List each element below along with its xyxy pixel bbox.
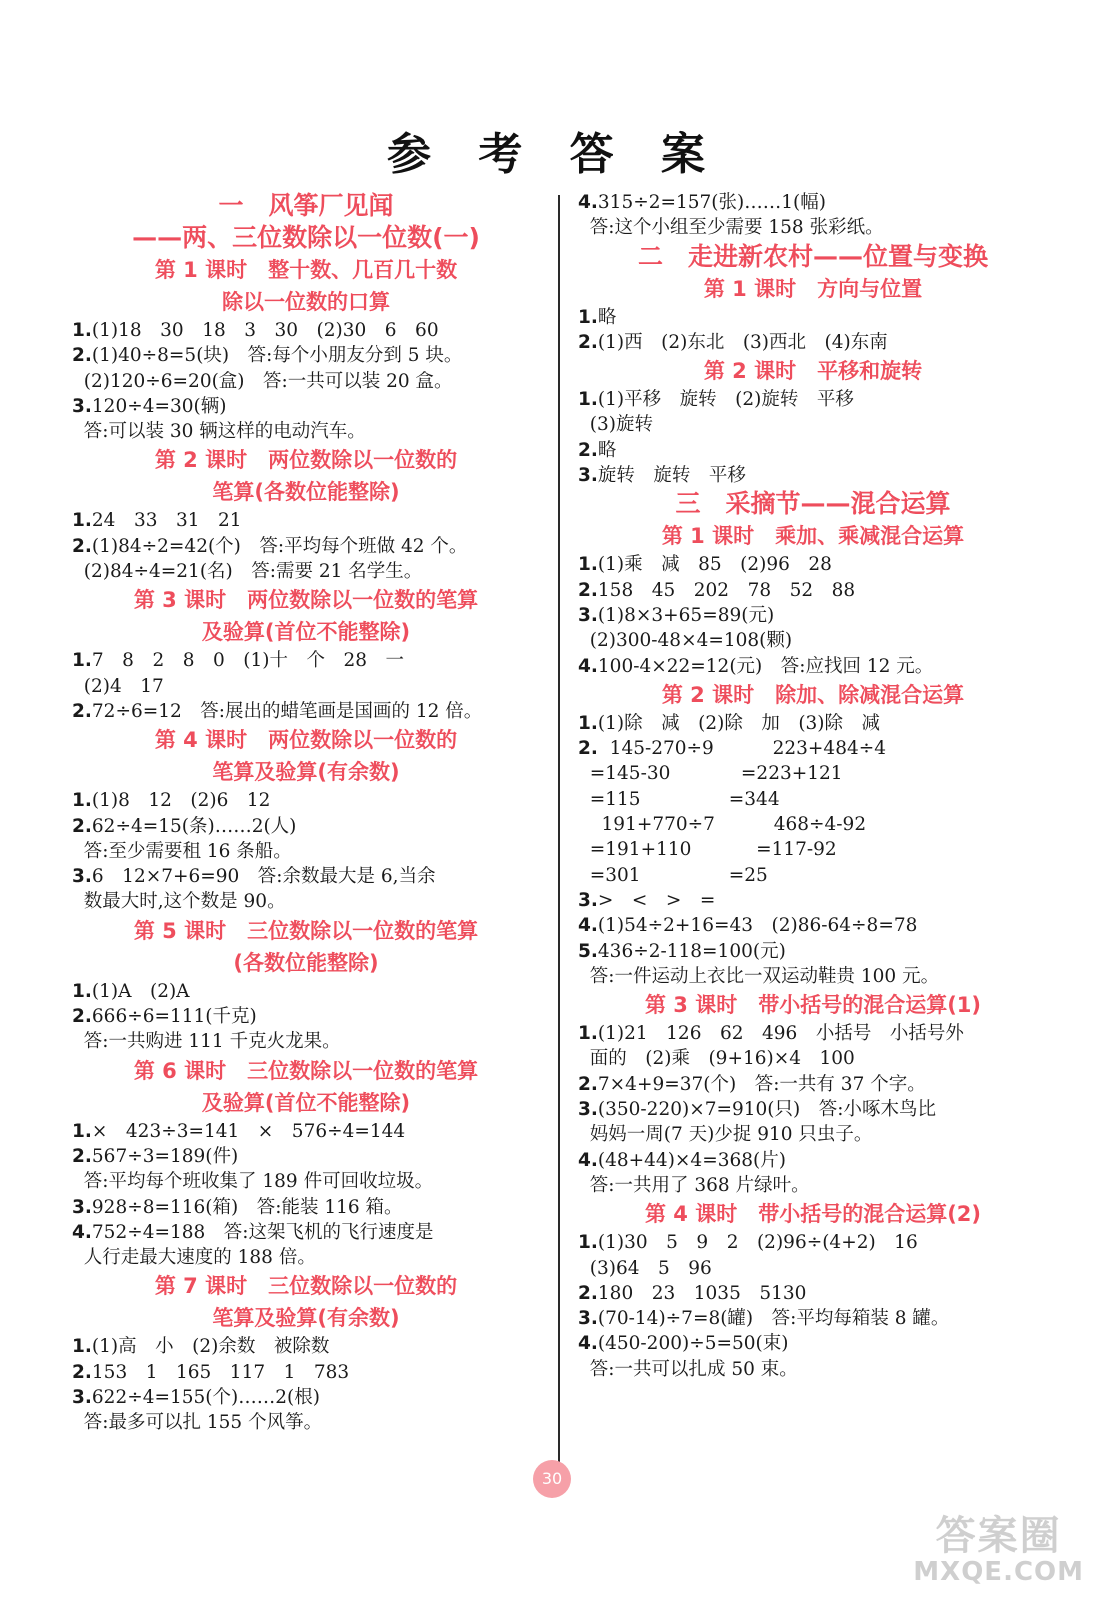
answer-text: (1)40÷8=5(块) 答:每个小朋友分到 5 块。: [91, 345, 463, 367]
answer-text: (1)除 减 (2)除 加 (3)除 减: [597, 712, 881, 734]
answer-text: =301 =25: [578, 864, 768, 886]
lesson-heading: 第 4 课时 两位数除以一位数的: [154, 728, 458, 753]
question-number: 4.: [72, 1221, 92, 1243]
answer-text: 928÷8=116(箱) 答:能装 116 箱。: [91, 1196, 403, 1218]
question-number: 2.: [72, 1145, 92, 1167]
answer-text: (1)高 小 (2)余数 被除数: [91, 1336, 330, 1358]
answer-text: =115 =344: [578, 788, 780, 810]
question-number: 3.: [72, 1387, 92, 1409]
answer-text: (1)西 (2)东北 (3)西北 (4)东南: [597, 331, 888, 353]
answer-line: [72, 1334, 540, 1359]
answer-text: (350-220)×7=910(只) 答:小啄木鸟比: [597, 1099, 936, 1121]
answer-text: (2)120÷6=20(盒) 答:一共可以装 20 盒。: [72, 370, 453, 392]
answer-text: 答:一共可以扎成 50 束。: [578, 1358, 798, 1380]
answer-line: [578, 412, 1048, 437]
answer-text: =191+110 =117-92: [578, 839, 837, 861]
lesson-heading: 第 7 课时 三位数除以一位数的: [154, 1274, 458, 1299]
answer-line: [578, 552, 1048, 577]
answer-line: [578, 939, 1048, 964]
question-number: 3.: [578, 1099, 598, 1121]
question-number: 1.: [72, 1120, 92, 1142]
answer-line: [578, 837, 1048, 862]
answer-line: [578, 1357, 1048, 1382]
watermark-logo: 答案圈: [935, 1513, 1062, 1559]
question-number: 4.: [578, 915, 598, 937]
answer-text: (1)84÷2=42(个) 答:平均每个班做 42 个。: [91, 535, 468, 557]
question-number: 3.: [578, 465, 598, 487]
question-number: 1.: [72, 650, 92, 672]
question-number: 1.: [72, 510, 92, 532]
lesson-heading: 第 1 课时 方向与位置: [703, 276, 923, 301]
answer-text: 62÷4=15(条)……2(人): [91, 815, 297, 837]
answer-line: [72, 508, 540, 533]
lesson-heading: 第 1 课时 乘加、乘减混合运算: [661, 524, 965, 549]
answer-text: 120÷4=30(辆): [91, 395, 227, 417]
answer-text: (1)21 126 62 496 小括号 小括号外: [597, 1023, 964, 1045]
answer-line: [72, 1169, 540, 1194]
answer-text: (2)4 17: [72, 675, 164, 697]
answer-line: [578, 628, 1048, 653]
section-heading: 三 采摘节——混合运算: [675, 489, 951, 519]
answer-text: 答:至少需要租 16 条船。: [72, 840, 292, 862]
answer-line: [578, 463, 1048, 488]
answer-line: [72, 788, 540, 813]
lesson-subheading: 笔算及验算(有余数): [212, 760, 400, 785]
question-number: 2.: [72, 345, 92, 367]
answer-text: 答:一共用了 368 片绿叶。: [578, 1174, 810, 1196]
answer-text: (3)旋转: [578, 414, 653, 436]
answer-line: [578, 913, 1048, 938]
lesson-heading: 第 4 课时 带小括号的混合运算(2): [644, 1202, 982, 1227]
question-number: 2.: [72, 815, 92, 837]
page-title: 参 考 答 案: [387, 129, 721, 180]
answer-text: (70-14)÷7=8(罐) 答:平均每箱装 8 罐。: [597, 1308, 950, 1330]
lesson-subheading: 笔算及验算(有余数): [212, 1306, 400, 1331]
answer-line: [578, 888, 1048, 913]
answer-text: 145-270÷9 223+484÷4: [597, 738, 887, 760]
answer-text: 人行走最大速度的 188 倍。: [72, 1247, 316, 1269]
question-number: 1.: [578, 389, 598, 411]
answer-line: [72, 814, 540, 839]
answer-line: [578, 736, 1048, 761]
answer-text: (48+44)×4=368(片): [597, 1149, 786, 1171]
question-number: 3.: [72, 1196, 92, 1218]
question-number: 1.: [72, 320, 92, 341]
answer-line: [72, 1195, 540, 1220]
lesson-heading: 第 3 课时 两位数除以一位数的笔算: [133, 588, 479, 613]
answer-line: [72, 674, 540, 699]
lesson-subheading: 除以一位数的口算: [222, 290, 390, 314]
answer-line: [72, 1144, 540, 1169]
answer-line: [578, 1097, 1048, 1122]
answer-line: [72, 534, 540, 559]
answer-text: 100-4×22=12(元) 答:应找回 12 元。: [597, 655, 934, 677]
answer-line: [578, 812, 1048, 837]
answer-line: [578, 578, 1048, 603]
question-number: 4.: [578, 192, 598, 213]
question-number: 1.: [578, 1023, 598, 1045]
answer-text: 436÷2-118=100(元): [597, 940, 786, 962]
answer-line: [578, 1331, 1048, 1356]
answer-column-left: [72, 190, 540, 1436]
answer-text: 72÷6=12 答:展出的蜡笔画是国画的 12 倍。: [91, 700, 483, 722]
answer-line: [72, 318, 540, 343]
answer-text: 数最大时,这个数是 90。: [72, 891, 286, 913]
answer-text: > < > =: [597, 889, 716, 911]
answer-line: [72, 979, 540, 1004]
answer-line: [578, 787, 1048, 812]
question-number: 2.: [578, 579, 598, 601]
answer-text: (1)8×3+65=89(元): [597, 604, 775, 626]
answer-line: [72, 559, 540, 584]
answer-text: 315÷2=157(张)……1(幅): [597, 192, 826, 213]
answer-line: [578, 438, 1048, 463]
question-number: 1.: [578, 306, 598, 328]
answer-line: [578, 603, 1048, 628]
answer-text: (1)30 5 9 2 (2)96÷(4+2) 16: [597, 1232, 918, 1254]
answer-text: (450-200)÷5=50(束): [597, 1333, 789, 1355]
answer-text: 752÷4=188 答:这架飞机的飞行速度是: [91, 1221, 434, 1243]
lesson-subheading: (各数位能整除): [233, 950, 379, 975]
answer-text: × 423÷3=141 × 576÷4=144: [91, 1120, 406, 1142]
answer-text: =145-30 =223+121: [578, 763, 843, 785]
answer-text: (2)300-48×4=108(颗): [578, 630, 793, 652]
question-number: 1.: [72, 980, 92, 1002]
answer-line: [72, 1245, 540, 1270]
question-number: 1.: [72, 790, 92, 812]
answer-text: 666÷6=111(千克): [91, 1006, 257, 1028]
answer-text: (2)84÷4=21(名) 答:需要 21 名学生。: [72, 561, 423, 583]
answer-text: 妈妈一周(7 天)少捉 910 只虫子。: [578, 1124, 873, 1146]
question-number: 2.: [578, 439, 598, 461]
question-number: 2.: [72, 700, 92, 722]
answer-text: 6 12×7+6=90 答:余数最大是 6,当余: [91, 866, 436, 888]
answer-line: [72, 1220, 540, 1245]
answer-line: [578, 305, 1048, 330]
answer-text: (1)平移 旋转 (2)旋转 平移: [597, 389, 854, 411]
answer-text: 答:一件运动上衣比一双运动鞋贵 100 元。: [578, 965, 940, 987]
answer-text: (1)18 30 18 3 30 (2)30 6 60: [91, 320, 439, 341]
question-number: 1.: [578, 554, 598, 576]
answer-text: 答:最多可以扎 155 个风筝。: [72, 1412, 323, 1434]
answer-text: 答:平均每个班收集了 189 件可回收垃圾。: [72, 1171, 434, 1193]
section-heading: ——两、三位数除以一位数(一): [132, 223, 480, 252]
answer-text: (1)54÷2+16=43 (2)86-64÷8=78: [597, 915, 918, 937]
answer-line: [72, 699, 540, 724]
answer-text: 略: [597, 439, 617, 461]
question-number: 2.: [72, 1006, 92, 1028]
answer-line: [72, 1360, 540, 1385]
answer-line: [578, 1122, 1048, 1147]
question-number: 1.: [578, 712, 598, 734]
answer-line: [578, 1072, 1048, 1097]
lesson-heading: 第 1 课时 整十数、几百几十数: [154, 258, 458, 282]
answer-line: [72, 1410, 540, 1435]
answer-text: (1)乘 减 85 (2)96 28: [597, 554, 832, 576]
answer-line: [578, 761, 1048, 786]
question-number: 3.: [72, 395, 92, 417]
question-number: 2.: [578, 738, 598, 760]
answer-line: [578, 964, 1048, 989]
page-number: 30: [533, 1460, 571, 1498]
question-number: 5.: [578, 940, 598, 962]
lesson-heading: 第 5 课时 三位数除以一位数的笔算: [133, 918, 479, 943]
answer-line: [578, 1256, 1048, 1281]
answer-text: (3)64 5 96: [578, 1257, 712, 1279]
answer-text: 答:这个小组至少需要 158 张彩纸。: [578, 217, 884, 239]
answer-line: [72, 1119, 540, 1144]
answer-text: (1)8 12 (2)6 12: [91, 790, 271, 812]
column-divider: [558, 195, 560, 1475]
lesson-subheading: 及验算(首位不能整除): [201, 1090, 411, 1115]
question-number: 4.: [578, 1333, 598, 1355]
answer-text: 180 23 1035 5130: [597, 1282, 807, 1304]
answer-text: 面的 (2)乘 (9+16)×4 100: [578, 1048, 855, 1070]
question-number: 3.: [578, 1308, 598, 1330]
answer-text: 7 8 2 8 0 (1)十 个 28 一: [91, 650, 405, 672]
lesson-subheading: 及验算(首位不能整除): [201, 620, 411, 645]
question-number: 4.: [578, 1149, 598, 1171]
question-number: 2.: [578, 331, 598, 353]
question-number: 3.: [72, 866, 92, 888]
answer-line: [72, 419, 540, 444]
answer-line: [578, 1230, 1048, 1255]
answer-text: 旋转 旋转 平移: [597, 465, 746, 487]
answer-line: [578, 1148, 1048, 1173]
watermark-url: MXQE.COM: [913, 1557, 1084, 1587]
answer-line: [578, 1306, 1048, 1331]
lesson-heading: 第 3 课时 带小括号的混合运算(1): [644, 993, 982, 1018]
section-heading: 一 风筝厂见闻: [218, 191, 394, 220]
question-number: 2.: [72, 1361, 92, 1383]
answer-text: 24 33 31 21: [91, 510, 242, 532]
answer-line: [72, 648, 540, 673]
answer-line: [72, 1385, 540, 1410]
answer-line: [72, 839, 540, 864]
answer-text: 158 45 202 78 52 88: [597, 579, 856, 601]
answer-text: 191+770÷7 468÷4-92: [578, 814, 867, 836]
question-number: 1.: [578, 1232, 598, 1254]
answer-line: [578, 711, 1048, 736]
answer-text: 答:一共购进 111 千克火龙果。: [72, 1031, 341, 1053]
answer-text: 622÷4=155(个)……2(根): [91, 1387, 320, 1409]
answer-line: [578, 190, 1048, 215]
question-number: 2.: [578, 1282, 598, 1304]
answer-text: 答:可以装 30 辆这样的电动汽车。: [72, 421, 366, 443]
answer-line: [578, 863, 1048, 888]
lesson-heading: 第 2 课时 除加、除减混合运算: [661, 682, 965, 707]
answer-line: [72, 369, 540, 394]
section-heading: 二 走进新农村——位置与变换: [637, 241, 988, 271]
answer-line: [578, 215, 1048, 240]
answer-column-right: [578, 190, 1048, 1382]
answer-line: [72, 864, 540, 889]
answer-line: [72, 1004, 540, 1029]
lesson-heading: 第 2 课时 平移和旋转: [703, 359, 923, 384]
question-number: 2.: [72, 535, 92, 557]
answer-line: [578, 1021, 1048, 1046]
answer-text: (1)A (2)A: [91, 980, 190, 1002]
answer-line: [72, 343, 540, 368]
answer-line: [72, 889, 540, 914]
lesson-heading: 第 6 课时 三位数除以一位数的笔算: [133, 1058, 479, 1083]
answer-text: 153 1 165 117 1 783: [91, 1361, 350, 1383]
question-number: 2.: [578, 1073, 598, 1095]
watermark: [913, 1514, 1084, 1586]
answer-line: [72, 394, 540, 419]
answer-text: 略: [597, 306, 617, 328]
question-number: 4.: [578, 655, 598, 677]
answer-text: 7×4+9=37(个) 答:一共有 37 个字。: [597, 1073, 926, 1095]
lesson-subheading: 笔算(各数位能整除): [212, 480, 400, 505]
answer-line: [578, 1046, 1048, 1071]
question-number: 3.: [578, 889, 598, 911]
question-number: 3.: [578, 604, 598, 626]
answer-text: 567÷3=189(件): [91, 1145, 239, 1167]
answer-line: [578, 330, 1048, 355]
answer-line: [578, 1173, 1048, 1198]
answer-line: [578, 654, 1048, 679]
question-number: 1.: [72, 1336, 92, 1358]
answer-line: [72, 1029, 540, 1054]
lesson-heading: 第 2 课时 两位数除以一位数的: [154, 448, 458, 473]
answer-line: [578, 1281, 1048, 1306]
answer-line: [578, 387, 1048, 412]
